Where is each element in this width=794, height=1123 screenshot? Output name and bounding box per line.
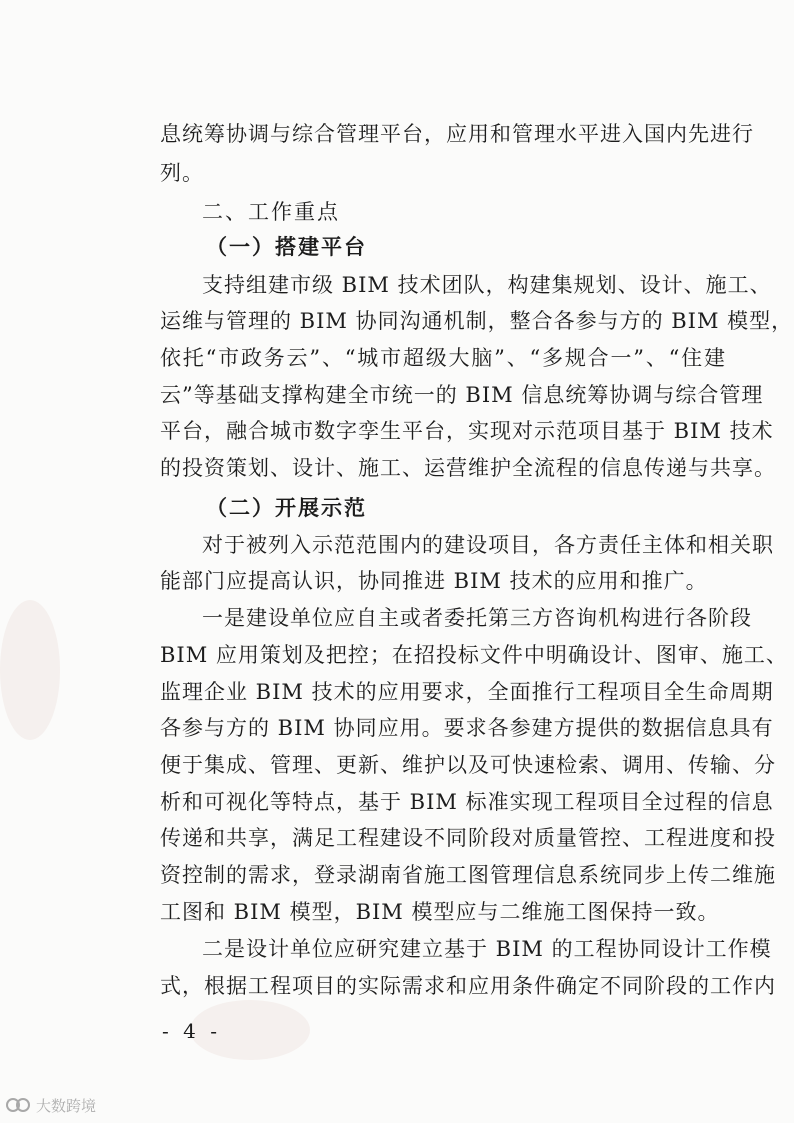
text-line: 息统筹协调与综合管理平台，应用和管理水平进入国内先进行 [160, 122, 754, 146]
text-line: 平台，融合城市数字孪生平台，实现对示范项目基于 BIM 技术 [160, 419, 774, 443]
watermark-logo-icon [6, 1096, 32, 1114]
text-line: 析和可视化等特点，基于 BIM 标准实现工程项目全过程的信息 [160, 790, 774, 814]
text-line: 列。 [160, 161, 204, 185]
text-line: 式，根据工程项目的实际需求和应用条件确定不同阶段的工作内 [160, 974, 776, 998]
text-line: 依托“市政务云”、“城市超级大脑”、“多规合一”、“住建 [160, 346, 726, 370]
text-line: 云”等基础支撑构建全市统一的 BIM 信息统筹协调与综合管理 [160, 383, 764, 407]
text-line: 对于被列入示范范围内的建设项目，各方责任主体和相关职 [202, 533, 774, 557]
text-line: 能部门应提高认识，协同推进 BIM 技术的应用和推广。 [160, 569, 708, 593]
paper-stain [0, 600, 60, 740]
text-line: 的投资策划、设计、施工、运营维护全流程的信息传递与共享。 [160, 456, 776, 480]
text-line: 二是设计单位应研究建立基于 BIM 的工程协同设计工作模 [202, 937, 772, 961]
text-line: 资控制的需求，登录湖南省施工图管理信息系统同步上传二维施 [160, 863, 776, 887]
subsection-heading: （一）搭建平台 [206, 235, 367, 259]
text-line: 运维与管理的 BIM 协同沟通机制，整合各参与方的 BIM 模型， [160, 309, 794, 333]
page-number: - 4 - [162, 1019, 221, 1043]
watermark [6, 1093, 96, 1117]
section-heading: 二、工作重点 [202, 200, 340, 224]
subsection-heading: （二）开展示范 [206, 496, 367, 520]
text-line: 便于集成、管理、更新、维护以及可快速检索、调用、传输、分 [160, 753, 776, 777]
text-line: 一是建设单位应自主或者委托第三方咨询机构进行各阶段 [202, 606, 752, 630]
watermark-text: 大数跨境 [36, 1096, 97, 1115]
text-line: 各参与方的 BIM 协同应用。要求各参建方提供的数据信息具有 [160, 716, 774, 740]
text-line: 支持组建市级 BIM 技术团队，构建集规划、设计、施工、 [202, 273, 772, 297]
text-line: 工图和 BIM 模型，BIM 模型应与二维施工图保持一致。 [160, 900, 720, 924]
text-line: 监理企业 BIM 技术的应用要求，全面推行工程项目全生命周期 [160, 680, 774, 704]
text-line: BIM 应用策划及把控；在招投标文件中明确设计、图审、施工、 [160, 643, 788, 667]
text-line: 传递和共享，满足工程建设不同阶段对质量管控、工程进度和投 [160, 826, 776, 850]
